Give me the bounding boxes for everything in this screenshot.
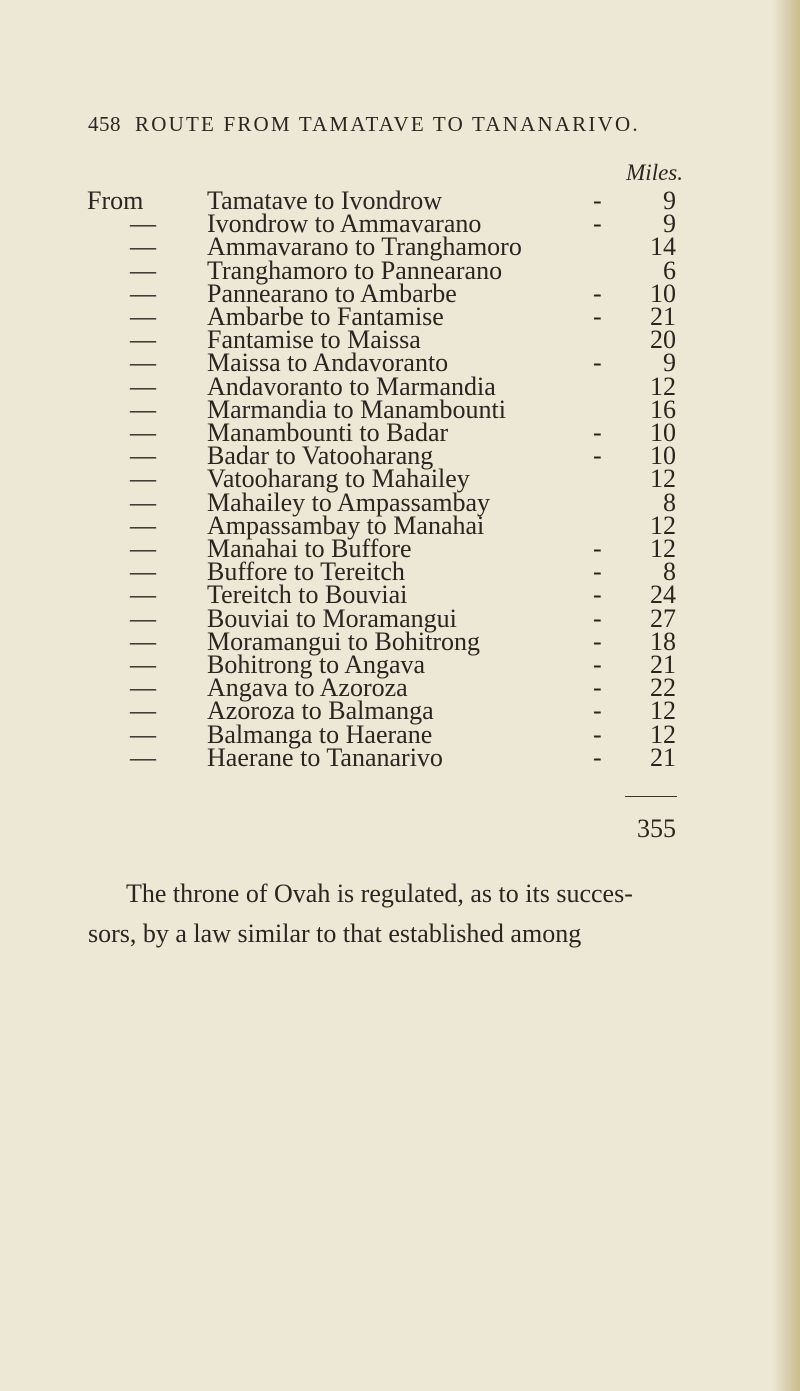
ditto-dash: —: [130, 394, 156, 424]
miles-value: 9: [663, 186, 676, 215]
route-name: Moramangui to Bohitrong: [207, 626, 480, 656]
route-name: Buffore to Tereitch: [207, 557, 405, 587]
ditto-dash: —: [130, 278, 156, 308]
miles-value: 12: [650, 696, 676, 726]
miles-column-header: Miles.: [626, 160, 683, 185]
miles-value: 12: [650, 371, 676, 401]
ditto-dash: —: [130, 696, 156, 726]
route-name: Bohitrong to Angava: [207, 650, 426, 679]
ditto-dash: —: [130, 557, 156, 587]
paragraph-line: sors, by a law similar to that established among: [88, 919, 582, 948]
route-name: Marmandia to Manambounti: [207, 394, 506, 424]
ditto-dash: —: [130, 348, 156, 378]
leader-hyphen: -: [593, 186, 602, 215]
ditto-dash: —: [130, 742, 156, 772]
leader-hyphen: -: [593, 418, 602, 447]
miles-value: 6: [663, 255, 676, 285]
leader-hyphen: -: [593, 580, 602, 610]
leader-hyphen: -: [593, 348, 602, 378]
miles-value: 22: [650, 673, 676, 703]
route-name: Manahai to Buffore: [207, 534, 412, 563]
ditto-dash: —: [130, 650, 156, 679]
ditto-dash: —: [130, 580, 156, 610]
total-miles: 355: [637, 814, 676, 843]
miles-value: 14: [650, 232, 676, 262]
ditto-dash: —: [130, 209, 156, 239]
miles-value: 24: [650, 580, 676, 610]
miles-value: 12: [650, 464, 676, 494]
ditto-dash: —: [130, 626, 156, 656]
leader-hyphen: -: [593, 673, 602, 703]
miles-value: 10: [650, 278, 676, 308]
miles-value: 27: [650, 603, 676, 633]
ditto-dash: —: [130, 232, 156, 262]
ditto-dash: —: [130, 510, 156, 540]
route-name: Ammavarano to Tranghamoro: [207, 232, 522, 262]
route-name: Ampassambay to Manahai: [207, 510, 485, 540]
ditto-dash: —: [130, 418, 156, 447]
route-name: Bouviai to Moramangui: [207, 603, 457, 633]
route-name: Maissa to Andavoranto: [207, 348, 449, 378]
ditto-dash: —: [130, 325, 156, 355]
route-name: Balmanga to Haerane: [207, 719, 433, 749]
ditto-dash: —: [130, 302, 156, 331]
running-title: ROUTE FROM TAMATAVE TO TANANARIVO.: [135, 112, 640, 136]
route-name: Ambarbe to Fantamise: [207, 302, 444, 331]
route-name: Azoroza to Balmanga: [207, 696, 434, 726]
ditto-dash: —: [130, 603, 156, 633]
route-name: Tamatave to Ivondrow: [207, 186, 442, 215]
miles-value: 20: [650, 325, 676, 355]
route-name: Vatooharang to Mahailey: [207, 464, 470, 494]
ditto-dash: —: [130, 441, 156, 471]
leader-hyphen: -: [593, 719, 602, 749]
route-name: Tereitch to Bouviai: [207, 580, 408, 610]
ditto-dash: —: [130, 371, 156, 401]
running-header: [88, 112, 688, 137]
miles-value: 8: [663, 487, 676, 517]
route-name: Badar to Vatooharang: [207, 441, 434, 471]
leader-hyphen: -: [593, 209, 602, 239]
miles-value: 12: [650, 510, 676, 540]
route-name: Manambounti to Badar: [207, 418, 449, 447]
leader-hyphen: -: [593, 441, 602, 471]
from-label: From: [87, 186, 144, 215]
route-name: Tranghamoro to Pannearano: [207, 255, 503, 285]
ditto-dash: —: [130, 719, 156, 749]
ditto-dash: —: [130, 673, 156, 703]
leader-hyphen: -: [593, 626, 602, 656]
leader-hyphen: -: [593, 742, 602, 772]
route-name: Fantamise to Maissa: [207, 325, 421, 355]
leader-hyphen: -: [593, 534, 602, 563]
ditto-dash: —: [130, 534, 156, 563]
total-rule: [625, 796, 677, 797]
miles-value: 9: [663, 348, 676, 378]
route-name: Ivondrow to Ammavarano: [207, 209, 482, 239]
miles-value: 10: [650, 418, 676, 447]
page-number: 458: [88, 112, 121, 136]
route-name: Andavoranto to Marmandia: [207, 371, 496, 401]
route-row: [0, 739, 800, 777]
miles-value: 21: [650, 302, 676, 331]
miles-value: 12: [650, 534, 676, 563]
route-name: Mahailey to Ampassambay: [207, 487, 491, 517]
miles-value: 12: [650, 719, 676, 749]
leader-hyphen: -: [593, 603, 602, 633]
miles-value: 8: [663, 557, 676, 587]
miles-value: 16: [650, 394, 676, 424]
leader-hyphen: -: [593, 302, 602, 331]
miles-value: 18: [650, 626, 676, 656]
leader-hyphen: -: [593, 650, 602, 679]
miles-value: 21: [650, 650, 676, 679]
miles-value: 9: [663, 209, 676, 239]
body-paragraph: [88, 874, 708, 954]
ditto-dash: —: [130, 255, 156, 285]
paragraph-line: The throne of Ovah is regulated, as to its succes-: [126, 879, 633, 908]
leader-hyphen: -: [593, 557, 602, 587]
route-name: Pannearano to Ambarbe: [207, 278, 457, 308]
miles-value: 10: [650, 441, 676, 471]
leader-hyphen: -: [593, 696, 602, 726]
route-name: Angava to Azoroza: [207, 673, 408, 703]
leader-hyphen: -: [593, 278, 602, 308]
miles-value: 21: [650, 742, 676, 772]
route-name: Haerane to Tananarivo: [207, 742, 443, 772]
ditto-dash: —: [130, 487, 156, 517]
ditto-dash: —: [130, 464, 156, 494]
